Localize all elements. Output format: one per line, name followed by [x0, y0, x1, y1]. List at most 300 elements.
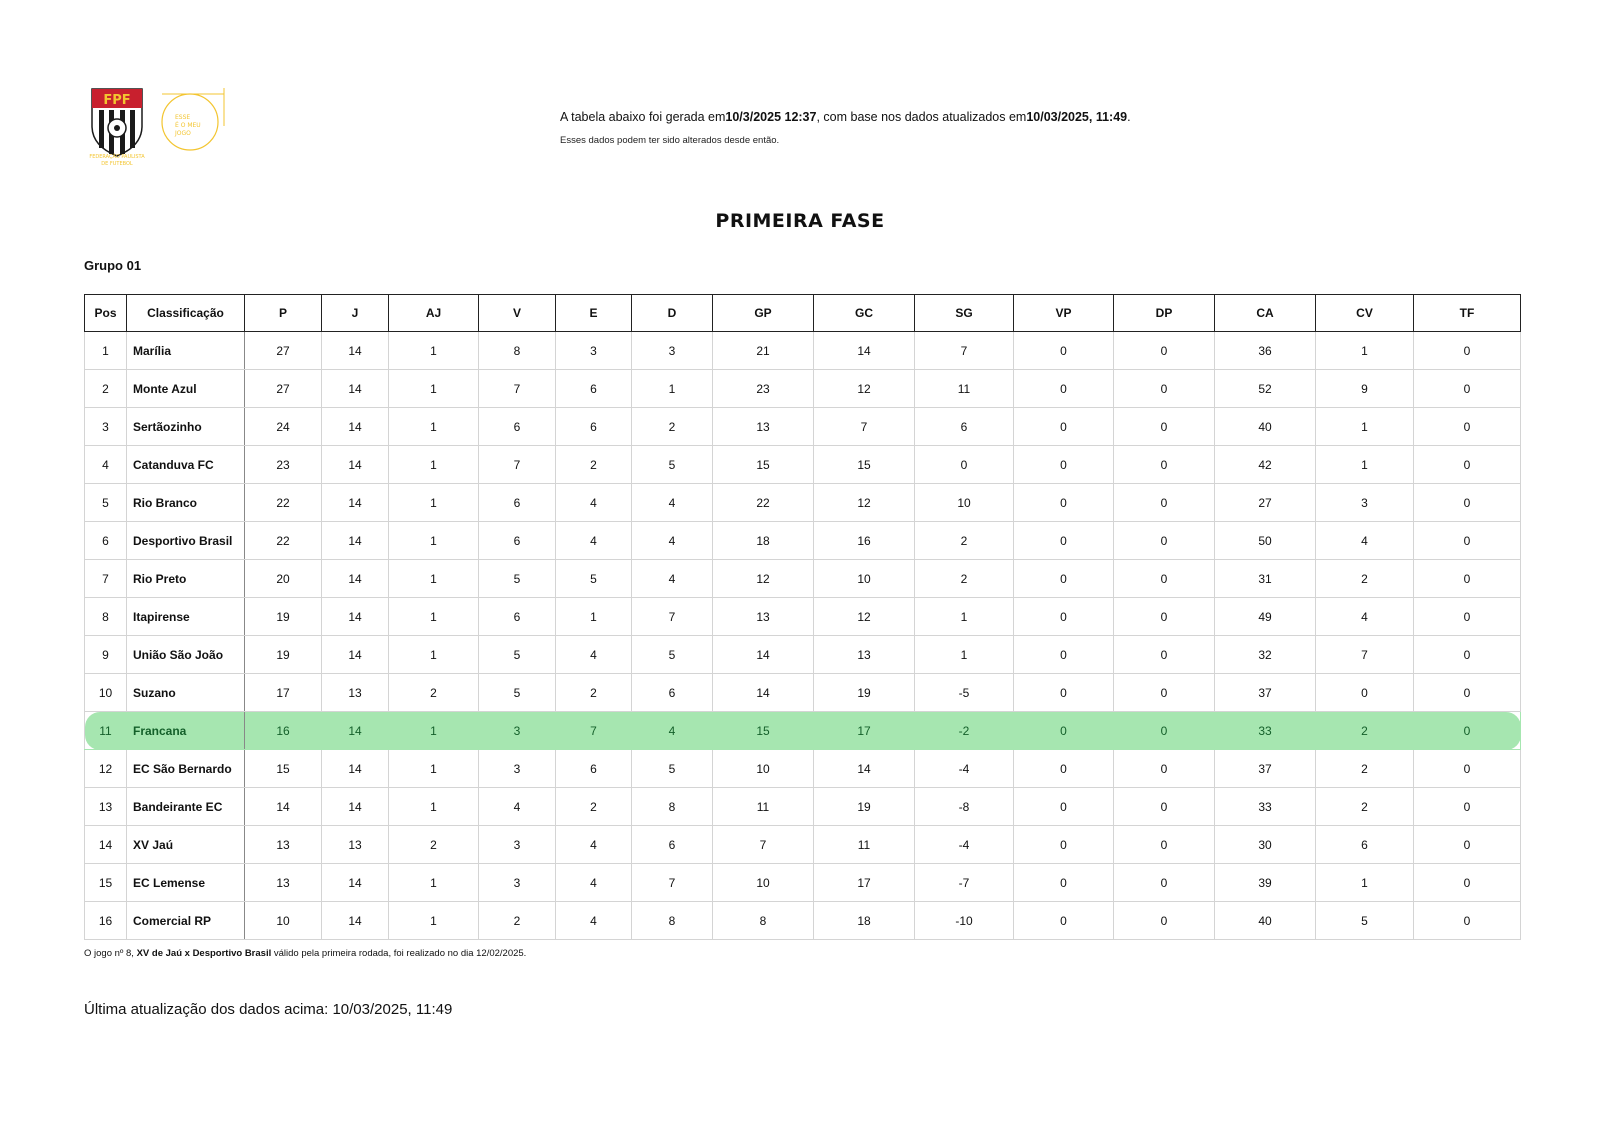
stat-cell: 0	[1114, 408, 1215, 446]
team-name-cell: EC Lemense	[127, 864, 245, 902]
stat-cell: 0	[1414, 560, 1521, 598]
stat-cell: 40	[1215, 902, 1316, 940]
stat-cell: 14	[322, 446, 389, 484]
position-cell: 16	[85, 902, 127, 940]
stat-cell: 7	[915, 332, 1014, 370]
stat-cell: 0	[1014, 750, 1114, 788]
stat-cell: 7	[632, 598, 713, 636]
logo-slogan-line3: JOGO	[175, 130, 191, 137]
stat-cell: 16	[245, 712, 322, 750]
stat-cell: 7	[479, 370, 556, 408]
stat-cell: 4	[556, 484, 632, 522]
stat-cell: 6	[556, 750, 632, 788]
stat-cell: 40	[1215, 408, 1316, 446]
team-name-cell: EC São Bernardo	[127, 750, 245, 788]
stat-cell: 37	[1215, 750, 1316, 788]
stat-cell: 1	[389, 864, 479, 902]
match-footnote	[84, 948, 526, 959]
stat-cell: 2	[389, 826, 479, 864]
stat-cell: 0	[1414, 522, 1521, 560]
stat-cell: 8	[632, 788, 713, 826]
table-row	[85, 370, 1521, 408]
stat-cell: 1	[389, 750, 479, 788]
stat-cell: 1	[389, 636, 479, 674]
stat-cell: 1	[389, 332, 479, 370]
stat-cell: 5	[1316, 902, 1414, 940]
fpf-logo	[82, 86, 227, 168]
stat-cell: 0	[1014, 408, 1114, 446]
stat-cell: 12	[713, 560, 814, 598]
stat-cell: 1	[389, 902, 479, 940]
stat-cell: 0	[915, 446, 1014, 484]
stat-cell: 14	[713, 636, 814, 674]
table-row	[85, 826, 1521, 864]
stat-cell: 0	[1316, 674, 1414, 712]
stat-cell: 18	[814, 902, 915, 940]
footnote-prefix: O jogo nº 8,	[84, 948, 137, 959]
stat-cell: 14	[245, 788, 322, 826]
stat-cell: 1	[915, 598, 1014, 636]
stat-cell: 6	[556, 408, 632, 446]
stat-cell: 17	[814, 864, 915, 902]
position-cell: 2	[85, 370, 127, 408]
note-middle: , com base nos dados atualizados em	[816, 110, 1027, 124]
stat-cell: 0	[1014, 484, 1114, 522]
stat-cell: 10	[713, 750, 814, 788]
stat-cell: 0	[1414, 636, 1521, 674]
note-prefix: A tabela abaixo foi gerada em	[560, 110, 726, 124]
stat-cell: 4	[1316, 598, 1414, 636]
stat-cell: 1	[389, 712, 479, 750]
column-header: J	[322, 295, 389, 332]
standings-table	[84, 294, 1521, 940]
stat-cell: 0	[1014, 864, 1114, 902]
stat-cell: 17	[814, 712, 915, 750]
generation-note	[560, 110, 1131, 124]
table-header-row	[85, 295, 1521, 332]
stat-cell: 2	[1316, 560, 1414, 598]
stat-cell: 6	[479, 598, 556, 636]
position-cell: 5	[85, 484, 127, 522]
stat-cell: 0	[1014, 674, 1114, 712]
stat-cell: 14	[322, 750, 389, 788]
logo-slogan-line2: É O MEU	[175, 122, 201, 129]
position-cell: 7	[85, 560, 127, 598]
stat-cell: 0	[1014, 636, 1114, 674]
stat-cell: 2	[915, 522, 1014, 560]
stat-cell: 11	[713, 788, 814, 826]
stat-cell: 2	[632, 408, 713, 446]
stat-cell: 33	[1215, 712, 1316, 750]
column-header: GC	[814, 295, 915, 332]
team-name-cell: Marília	[127, 332, 245, 370]
table-body	[85, 332, 1521, 940]
stat-cell: 27	[1215, 484, 1316, 522]
column-header: SG	[915, 295, 1014, 332]
stat-cell: 13	[814, 636, 915, 674]
disclaimer-note: Esses dados podem ter sido alterados desde então.	[560, 135, 780, 146]
stat-cell: 6	[556, 370, 632, 408]
stat-cell: 7	[713, 826, 814, 864]
stat-cell: 12	[814, 370, 915, 408]
stat-cell: 2	[1316, 750, 1414, 788]
stat-cell: 0	[1414, 826, 1521, 864]
team-name-cell: Suzano	[127, 674, 245, 712]
stat-cell: 19	[814, 788, 915, 826]
stat-cell: 14	[322, 370, 389, 408]
stat-cell: 36	[1215, 332, 1316, 370]
stat-cell: 13	[713, 408, 814, 446]
stat-cell: 2	[556, 446, 632, 484]
stat-cell: 19	[814, 674, 915, 712]
stat-cell: 2	[1316, 712, 1414, 750]
column-header: Pos	[85, 295, 127, 332]
stat-cell: 2	[389, 674, 479, 712]
stat-cell: 0	[1114, 864, 1215, 902]
team-name-cell: Rio Preto	[127, 560, 245, 598]
stat-cell: 18	[713, 522, 814, 560]
team-name-cell: União São João	[127, 636, 245, 674]
stat-cell: 27	[245, 332, 322, 370]
stat-cell: 31	[1215, 560, 1316, 598]
stat-cell: 52	[1215, 370, 1316, 408]
column-header: Classificação	[127, 295, 245, 332]
stat-cell: 15	[713, 712, 814, 750]
table-row	[85, 902, 1521, 940]
stat-cell: 1	[1316, 864, 1414, 902]
team-name-cell: Rio Branco	[127, 484, 245, 522]
stat-cell: 0	[1014, 560, 1114, 598]
stat-cell: 0	[1014, 788, 1114, 826]
position-cell: 10	[85, 674, 127, 712]
stat-cell: 12	[814, 598, 915, 636]
column-header: CA	[1215, 295, 1316, 332]
stat-cell: 1	[632, 370, 713, 408]
stat-cell: -5	[915, 674, 1014, 712]
stat-cell: 0	[1114, 788, 1215, 826]
stat-cell: 10	[915, 484, 1014, 522]
position-cell: 3	[85, 408, 127, 446]
stat-cell: 11	[814, 826, 915, 864]
stat-cell: 0	[1014, 712, 1114, 750]
table-row	[85, 408, 1521, 446]
generated-at: 10/3/2025 12:37	[725, 110, 817, 124]
stat-cell: 0	[1414, 332, 1521, 370]
table-row	[85, 712, 1521, 750]
stat-cell: 0	[1114, 674, 1215, 712]
column-header: TF	[1414, 295, 1521, 332]
stat-cell: 20	[245, 560, 322, 598]
position-cell: 13	[85, 788, 127, 826]
column-header: DP	[1114, 295, 1215, 332]
stat-cell: 16	[814, 522, 915, 560]
column-header: D	[632, 295, 713, 332]
stat-cell: 15	[713, 446, 814, 484]
stat-cell: 0	[1414, 788, 1521, 826]
stat-cell: 0	[1014, 522, 1114, 560]
stat-cell: 22	[713, 484, 814, 522]
stat-cell: -2	[915, 712, 1014, 750]
stat-cell: 4	[556, 636, 632, 674]
stat-cell: 0	[1114, 826, 1215, 864]
stat-cell: 0	[1114, 560, 1215, 598]
stat-cell: 0	[1114, 446, 1215, 484]
footnote-match: XV de Jaú x Desportivo Brasil	[136, 948, 272, 959]
stat-cell: 0	[1114, 636, 1215, 674]
stat-cell: 0	[1114, 712, 1215, 750]
stat-cell: 13	[245, 826, 322, 864]
table-row	[85, 446, 1521, 484]
stat-cell: 14	[322, 484, 389, 522]
stat-cell: 0	[1414, 484, 1521, 522]
stat-cell: 4	[556, 864, 632, 902]
stat-cell: 1	[389, 522, 479, 560]
team-name-cell: Desportivo Brasil	[127, 522, 245, 560]
stat-cell: 37	[1215, 674, 1316, 712]
stat-cell: 3	[1316, 484, 1414, 522]
stat-cell: 19	[245, 636, 322, 674]
last-update: Última atualização dos dados acima: 10/03/2025, 11:49	[84, 1001, 453, 1018]
table-row	[85, 788, 1521, 826]
position-cell: 11	[85, 712, 127, 750]
column-header: GP	[713, 295, 814, 332]
stat-cell: 0	[1014, 598, 1114, 636]
position-cell: 9	[85, 636, 127, 674]
team-name-cell: Bandeirante EC	[127, 788, 245, 826]
stat-cell: 6	[1316, 826, 1414, 864]
stat-cell: 13	[322, 674, 389, 712]
stat-cell: 5	[556, 560, 632, 598]
stat-cell: 10	[713, 864, 814, 902]
stat-cell: 4	[632, 560, 713, 598]
stat-cell: 3	[479, 712, 556, 750]
stat-cell: 0	[1014, 332, 1114, 370]
position-cell: 8	[85, 598, 127, 636]
stat-cell: 8	[632, 902, 713, 940]
stat-cell: 4	[556, 902, 632, 940]
stat-cell: 1	[389, 484, 479, 522]
stat-cell: 0	[1014, 370, 1114, 408]
stat-cell: 21	[713, 332, 814, 370]
position-cell: 1	[85, 332, 127, 370]
stat-cell: 39	[1215, 864, 1316, 902]
table-row	[85, 750, 1521, 788]
stat-cell: 0	[1414, 750, 1521, 788]
stat-cell: 9	[1316, 370, 1414, 408]
stat-cell: 4	[556, 522, 632, 560]
stat-cell: 5	[479, 636, 556, 674]
column-header: AJ	[389, 295, 479, 332]
stat-cell: 0	[1414, 712, 1521, 750]
stat-cell: 1	[915, 636, 1014, 674]
stat-cell: 0	[1414, 902, 1521, 940]
stat-cell: 0	[1114, 332, 1215, 370]
stat-cell: -10	[915, 902, 1014, 940]
note-suffix: .	[1127, 110, 1131, 124]
table-row	[85, 332, 1521, 370]
stat-cell: 22	[245, 484, 322, 522]
stat-cell: 0	[1014, 826, 1114, 864]
stat-cell: 0	[1414, 864, 1521, 902]
stat-cell: 4	[556, 826, 632, 864]
stat-cell: 1	[389, 560, 479, 598]
stat-cell: 15	[245, 750, 322, 788]
stat-cell: 0	[1414, 408, 1521, 446]
position-cell: 14	[85, 826, 127, 864]
stat-cell: 6	[479, 408, 556, 446]
stat-cell: 2	[479, 902, 556, 940]
stat-cell: 14	[322, 712, 389, 750]
stat-cell: 3	[479, 864, 556, 902]
stat-cell: 19	[245, 598, 322, 636]
updated-at: 10/03/2025, 11:49	[1026, 110, 1128, 124]
stat-cell: 1	[389, 446, 479, 484]
stat-cell: 10	[814, 560, 915, 598]
stat-cell: 5	[632, 446, 713, 484]
group-title: Grupo 01	[84, 258, 142, 273]
stat-cell: 0	[1114, 370, 1215, 408]
stat-cell: 7	[632, 864, 713, 902]
stat-cell: 4	[1316, 522, 1414, 560]
stat-cell: 1	[389, 598, 479, 636]
stat-cell: -7	[915, 864, 1014, 902]
stat-cell: 3	[632, 332, 713, 370]
column-header: CV	[1316, 295, 1414, 332]
table-row	[85, 864, 1521, 902]
stat-cell: 5	[632, 636, 713, 674]
stat-cell: 6	[479, 522, 556, 560]
stat-cell: 32	[1215, 636, 1316, 674]
team-name-cell: Francana	[127, 712, 245, 750]
stat-cell: 5	[479, 674, 556, 712]
stat-cell: 6	[915, 408, 1014, 446]
table-row	[85, 674, 1521, 712]
stat-cell: 1	[1316, 408, 1414, 446]
stat-cell: 14	[814, 750, 915, 788]
stat-cell: 14	[322, 598, 389, 636]
stat-cell: 14	[322, 408, 389, 446]
stat-cell: 2	[915, 560, 1014, 598]
stat-cell: 13	[245, 864, 322, 902]
stat-cell: 7	[814, 408, 915, 446]
stat-cell: 5	[479, 560, 556, 598]
stat-cell: 12	[814, 484, 915, 522]
stat-cell: 0	[1014, 902, 1114, 940]
stat-cell: 1	[389, 408, 479, 446]
stat-cell: 0	[1414, 674, 1521, 712]
stat-cell: 13	[322, 826, 389, 864]
stat-cell: 7	[1316, 636, 1414, 674]
team-name-cell: Itapirense	[127, 598, 245, 636]
stat-cell: 24	[245, 408, 322, 446]
team-name-cell: XV Jaú	[127, 826, 245, 864]
stat-cell: 14	[322, 864, 389, 902]
stat-cell: 0	[1414, 446, 1521, 484]
stat-cell: 14	[814, 332, 915, 370]
column-header: V	[479, 295, 556, 332]
stat-cell: 4	[479, 788, 556, 826]
stat-cell: 30	[1215, 826, 1316, 864]
stat-cell: 3	[479, 826, 556, 864]
stat-cell: -4	[915, 750, 1014, 788]
stat-cell: 6	[632, 826, 713, 864]
stat-cell: 10	[245, 902, 322, 940]
position-cell: 6	[85, 522, 127, 560]
team-name-cell: Monte Azul	[127, 370, 245, 408]
stat-cell: 15	[814, 446, 915, 484]
footnote-suffix: válido pela primeira rodada, foi realizado no dia 12/02/2025.	[271, 948, 527, 959]
table-row	[85, 598, 1521, 636]
stat-cell: 8	[479, 332, 556, 370]
team-name-cell: Comercial RP	[127, 902, 245, 940]
stat-cell: 4	[632, 712, 713, 750]
column-header: P	[245, 295, 322, 332]
logo-slogan-line1: ESSE	[175, 114, 191, 121]
stat-cell: 7	[479, 446, 556, 484]
logo-federation-line1: FEDERAÇÃO PAULISTA	[89, 154, 145, 160]
stat-cell: 14	[322, 522, 389, 560]
stat-cell: 1	[556, 598, 632, 636]
stat-cell: 27	[245, 370, 322, 408]
stat-cell: 8	[713, 902, 814, 940]
stat-cell: -4	[915, 826, 1014, 864]
stat-cell: 0	[1414, 370, 1521, 408]
logo-initials: FPF	[103, 93, 131, 108]
stat-cell: 3	[556, 332, 632, 370]
stat-cell: 23	[713, 370, 814, 408]
stat-cell: 0	[1114, 598, 1215, 636]
column-header: VP	[1014, 295, 1114, 332]
stat-cell: 0	[1114, 750, 1215, 788]
table-row	[85, 636, 1521, 674]
logo-federation-line2: DE FUTEBOL	[101, 161, 133, 167]
stat-cell: 0	[1014, 446, 1114, 484]
stat-cell: 14	[322, 332, 389, 370]
position-cell: 4	[85, 446, 127, 484]
stat-cell: 11	[915, 370, 1014, 408]
column-header: E	[556, 295, 632, 332]
table-row	[85, 484, 1521, 522]
fpf-crest-icon	[82, 86, 227, 168]
stat-cell: 3	[479, 750, 556, 788]
stat-cell: 14	[713, 674, 814, 712]
stat-cell: 0	[1114, 484, 1215, 522]
table-row	[85, 522, 1521, 560]
stat-cell: 1	[389, 370, 479, 408]
team-name-cell: Catanduva FC	[127, 446, 245, 484]
stat-cell: 14	[322, 636, 389, 674]
stat-cell: 22	[245, 522, 322, 560]
stat-cell: 2	[556, 674, 632, 712]
stat-cell: 2	[556, 788, 632, 826]
position-cell: 15	[85, 864, 127, 902]
stat-cell: 2	[1316, 788, 1414, 826]
stat-cell: 49	[1215, 598, 1316, 636]
stat-cell: 4	[632, 522, 713, 560]
team-name-cell: Sertãozinho	[127, 408, 245, 446]
page-title: PRIMEIRA FASE	[715, 210, 885, 232]
position-cell: 12	[85, 750, 127, 788]
stat-cell: 0	[1114, 902, 1215, 940]
stat-cell: 17	[245, 674, 322, 712]
stat-cell: 14	[322, 560, 389, 598]
stat-cell: 42	[1215, 446, 1316, 484]
stat-cell: 1	[1316, 332, 1414, 370]
stat-cell: 23	[245, 446, 322, 484]
stat-cell: 33	[1215, 788, 1316, 826]
stat-cell: 13	[713, 598, 814, 636]
stat-cell: 1	[1316, 446, 1414, 484]
